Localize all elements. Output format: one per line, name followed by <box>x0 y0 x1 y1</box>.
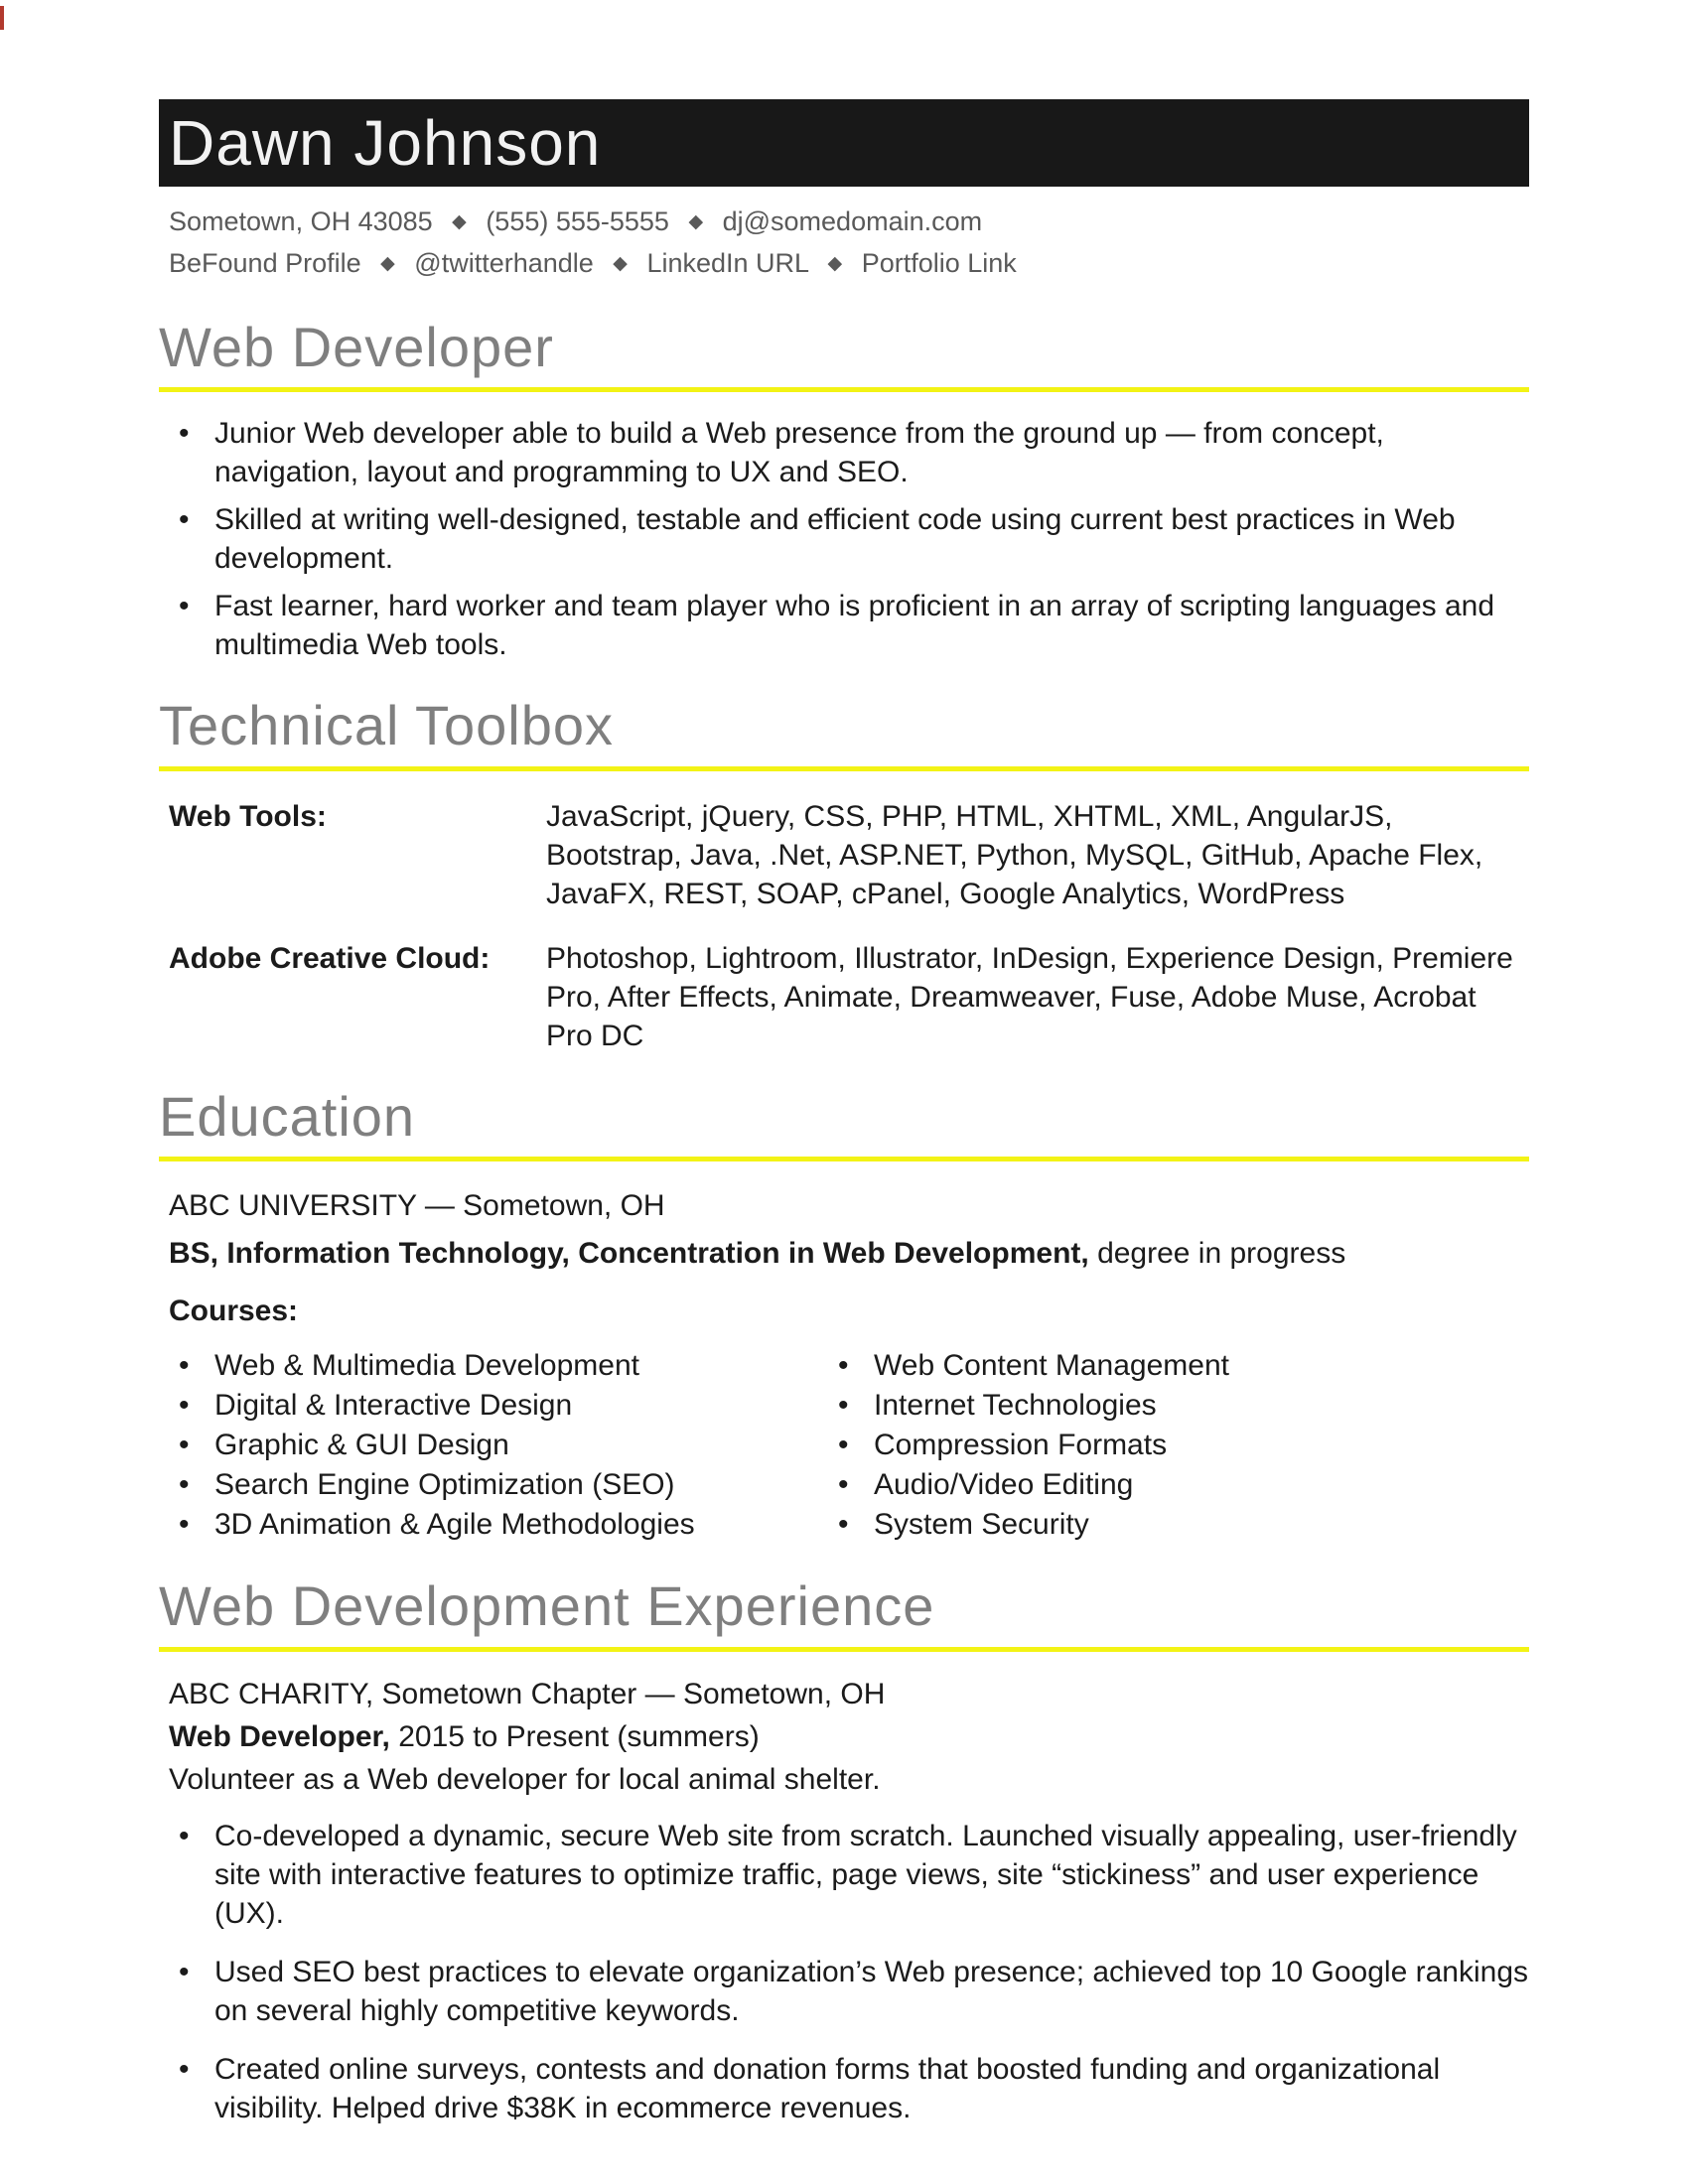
course-item: • Internet Technologies <box>838 1386 1529 1426</box>
course-item: • Web & Multimedia Development <box>179 1346 838 1386</box>
course-item: • Compression Formats <box>838 1426 1529 1465</box>
experience-bullet: • Used SEO best practices to elevate organization’s Web presence; achieved top 10 Google rankings on several highly competitive keywords. <box>179 1953 1529 2030</box>
experience-bullet: • Created online surveys, contests and donation forms that boosted funding and organizational visibility. Helped drive $38K in ecommerce revenues. <box>179 2050 1529 2127</box>
section-web-development-experience <box>159 1574 1529 2126</box>
contact-phone: (555) 555-5555 <box>486 206 669 236</box>
course-item: • Audio/Video Editing <box>838 1465 1529 1505</box>
contact-linkedin-url: LinkedIn URL <box>646 248 809 278</box>
toolbox-value: JavaScript, jQuery, CSS, PHP, HTML, XHTML, XML, AngularJS, Bootstrap, Java, .Net, ASP.NET, Python, MySQL, GitHub, Apache Flex, JavaFX, REST, SOAP, cPanel, Google Analytics, WordPress <box>546 799 1483 910</box>
yellow-rule <box>159 1157 1529 1161</box>
summary-bullet: • Fast learner, hard worker and team player who is proficient in an array of scripting languages and multimedia Web tools. <box>179 587 1529 664</box>
diamond-separator-icon: ◆ <box>613 253 628 274</box>
person-name: Dawn Johnson <box>169 107 602 179</box>
courses-column-left <box>179 1346 838 1545</box>
experience-employer-line: ABC CHARITY, Sometown Chapter — Sometown, OH <box>169 1677 886 1710</box>
contact-portfolio-link: Portfolio Link <box>861 248 1017 278</box>
contact-location: Sometown, OH 43085 <box>169 206 433 236</box>
summary-bullet: • Skilled at writing well-designed, testable and efficient code using current best practices in Web development. <box>179 500 1529 578</box>
education-school-line: ABC UNIVERSITY — Sometown, OH <box>169 1189 665 1223</box>
experience-role-line <box>159 1718 1529 1756</box>
contact-befound-profile: BeFound Profile <box>169 248 361 278</box>
toolbox-row-web-tools <box>159 797 1529 913</box>
toolbox-value: Photoshop, Lightroom, Illustrator, InDesign, Experience Design, Premiere Pro, After Effects, Animate, Dreamweaver, Fuse, Adobe Muse, Acrobat Pro DC <box>546 941 1513 1052</box>
toolbox-label: Web Tools: <box>169 799 327 833</box>
courses-label: Courses: <box>169 1295 299 1328</box>
yellow-rule <box>159 387 1529 392</box>
contact-email: dj@somedomain.com <box>722 206 983 236</box>
summary-bullet-list <box>159 414 1529 664</box>
courses-columns <box>159 1346 1529 1545</box>
diamond-separator-icon: ◆ <box>452 211 467 232</box>
course-item: • Web Content Management <box>838 1346 1529 1386</box>
toolbox-label: Adobe Creative Cloud: <box>169 941 491 975</box>
education-degree-line <box>159 1235 1529 1273</box>
experience-intro-line: Volunteer as a Web developer for local animal shelter. <box>169 1762 881 1796</box>
yellow-rule <box>159 1647 1529 1652</box>
contact-line-2 <box>169 244 1529 286</box>
course-item: • Digital & Interactive Design <box>179 1386 838 1426</box>
section-title-web-developer: Web Developer <box>159 316 554 378</box>
diamond-separator-icon: ◆ <box>380 253 395 274</box>
course-item: • System Security <box>838 1505 1529 1545</box>
contact-block <box>159 203 1529 286</box>
section-title-education: Education <box>159 1084 416 1148</box>
experience-bullet-list <box>159 1817 1529 2127</box>
section-title-web-development-experience: Web Development Experience <box>159 1574 935 1638</box>
diamond-separator-icon: ◆ <box>688 211 704 232</box>
course-item: • Graphic & GUI Design <box>179 1426 838 1465</box>
education-degree-status: degree in progress <box>1097 1237 1346 1271</box>
section-title-technical-toolbox: Technical Toolbox <box>159 694 615 757</box>
contact-line-1 <box>169 203 1529 244</box>
experience-role-title: Web Developer, <box>169 1719 390 1753</box>
education-degree-bold: BS, Information Technology, Concentration in Web Development, <box>169 1237 1089 1271</box>
section-technical-toolbox <box>159 694 1529 1054</box>
toolbox-row-adobe-creative-cloud <box>159 939 1529 1055</box>
course-item: • 3D Animation & Agile Methodologies <box>179 1505 838 1545</box>
course-item: • Search Engine Optimization (SEO) <box>179 1465 838 1505</box>
courses-column-right <box>838 1346 1529 1545</box>
experience-bullet: • Co-developed a dynamic, secure Web site from scratch. Launched visually appealing, user-friendly site with interactive features to optimize traffic, page views, site “stickiness” and user experience (UX). <box>179 1817 1529 1933</box>
name-banner <box>159 99 1529 187</box>
contact-twitter-handle: @twitterhandle <box>414 248 594 278</box>
yellow-rule <box>159 766 1529 771</box>
summary-bullet: • Junior Web developer able to build a Web presence from the ground up — from concept, navigation, layout and programming to UX and SEO. <box>179 414 1529 491</box>
section-education <box>159 1085 1529 1545</box>
experience-role-dates: 2015 to Present (summers) <box>398 1719 760 1753</box>
diamond-separator-icon: ◆ <box>827 253 843 274</box>
section-web-developer <box>159 316 1529 664</box>
